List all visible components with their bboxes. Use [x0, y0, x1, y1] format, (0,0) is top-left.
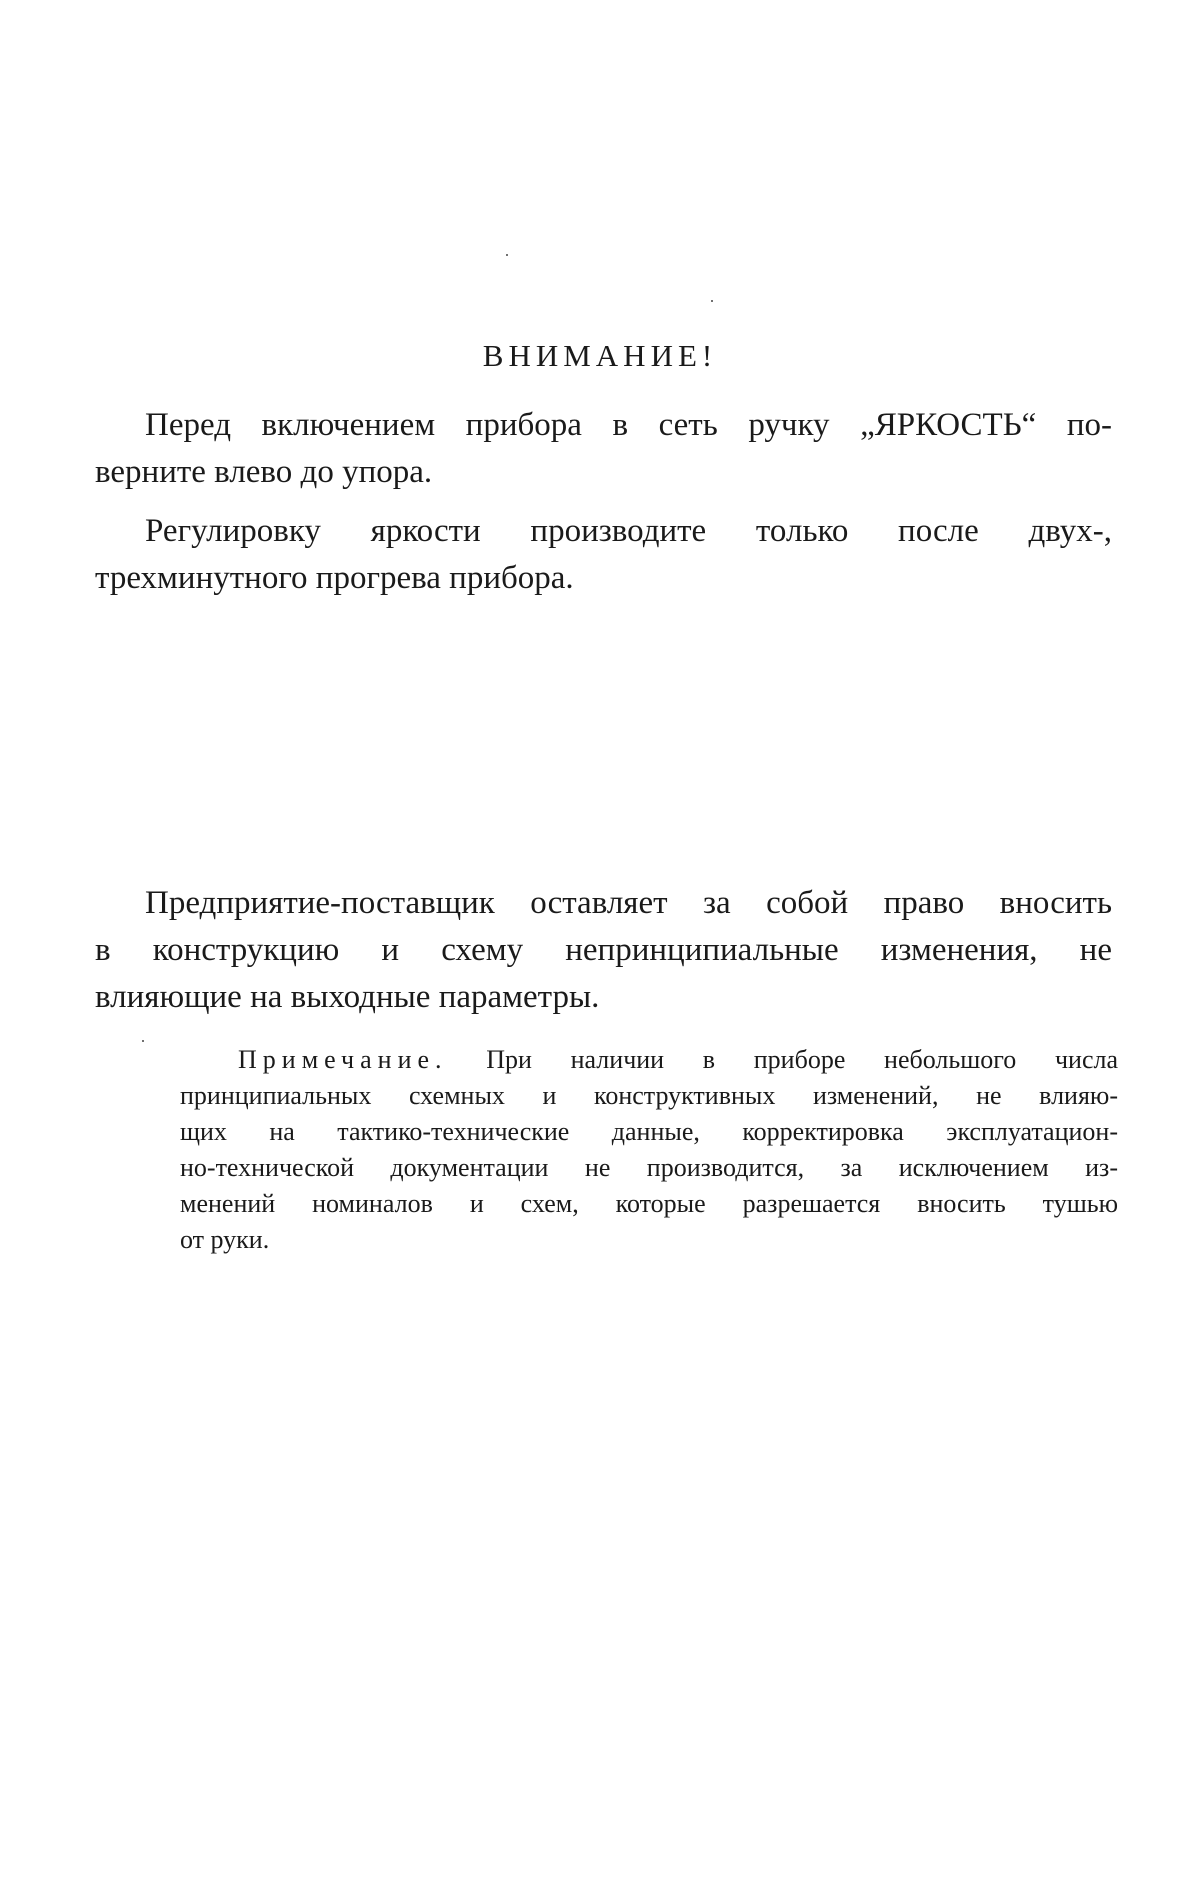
text-line: Перед включением прибора в сеть ручку „ЯРКОСТЬ“ по- — [145, 407, 1112, 443]
supplier-notice-paragraph — [95, 880, 1112, 1021]
warning-paragraph-warmup — [95, 508, 1112, 602]
text-line: Предприятие-поставщик оставляет за собой право вносить — [145, 885, 1112, 921]
text-line: Регулировку яркости производите только после двух-, — [145, 513, 1112, 549]
text-line: менений номиналов и схем, которые разрешается вносить тушью — [180, 1189, 1118, 1218]
text-line: верните влево до упора. — [95, 454, 433, 490]
text-line: трехминутного прогрева прибора. — [95, 560, 574, 596]
text-line — [180, 1042, 1118, 1078]
note-text: При наличии в приборе небольшого числа — [486, 1045, 1119, 1074]
note-paragraph — [180, 1042, 1118, 1258]
note-label: Примечание. — [238, 1045, 448, 1074]
print-speck — [506, 254, 508, 256]
text-line: щих на тактико-технические данные, корректировка эксплуатацион- — [180, 1117, 1118, 1146]
print-speck — [711, 300, 713, 302]
warning-paragraph-brightness-knob — [95, 402, 1112, 496]
text-line: но-технической документации не производится, за исключением из- — [180, 1153, 1118, 1182]
text-line: от руки. — [180, 1225, 270, 1254]
text-line: влияющие на выходные параметры. — [95, 979, 600, 1015]
text-line: в конструкцию и схему непринципиальные изменения, не — [95, 932, 1112, 968]
print-speck — [142, 1040, 144, 1042]
warning-heading: ВНИМАНИЕ! — [482, 338, 718, 373]
text-line: принципиальных схемных и конструктивных изменений, не влияю- — [180, 1081, 1118, 1110]
